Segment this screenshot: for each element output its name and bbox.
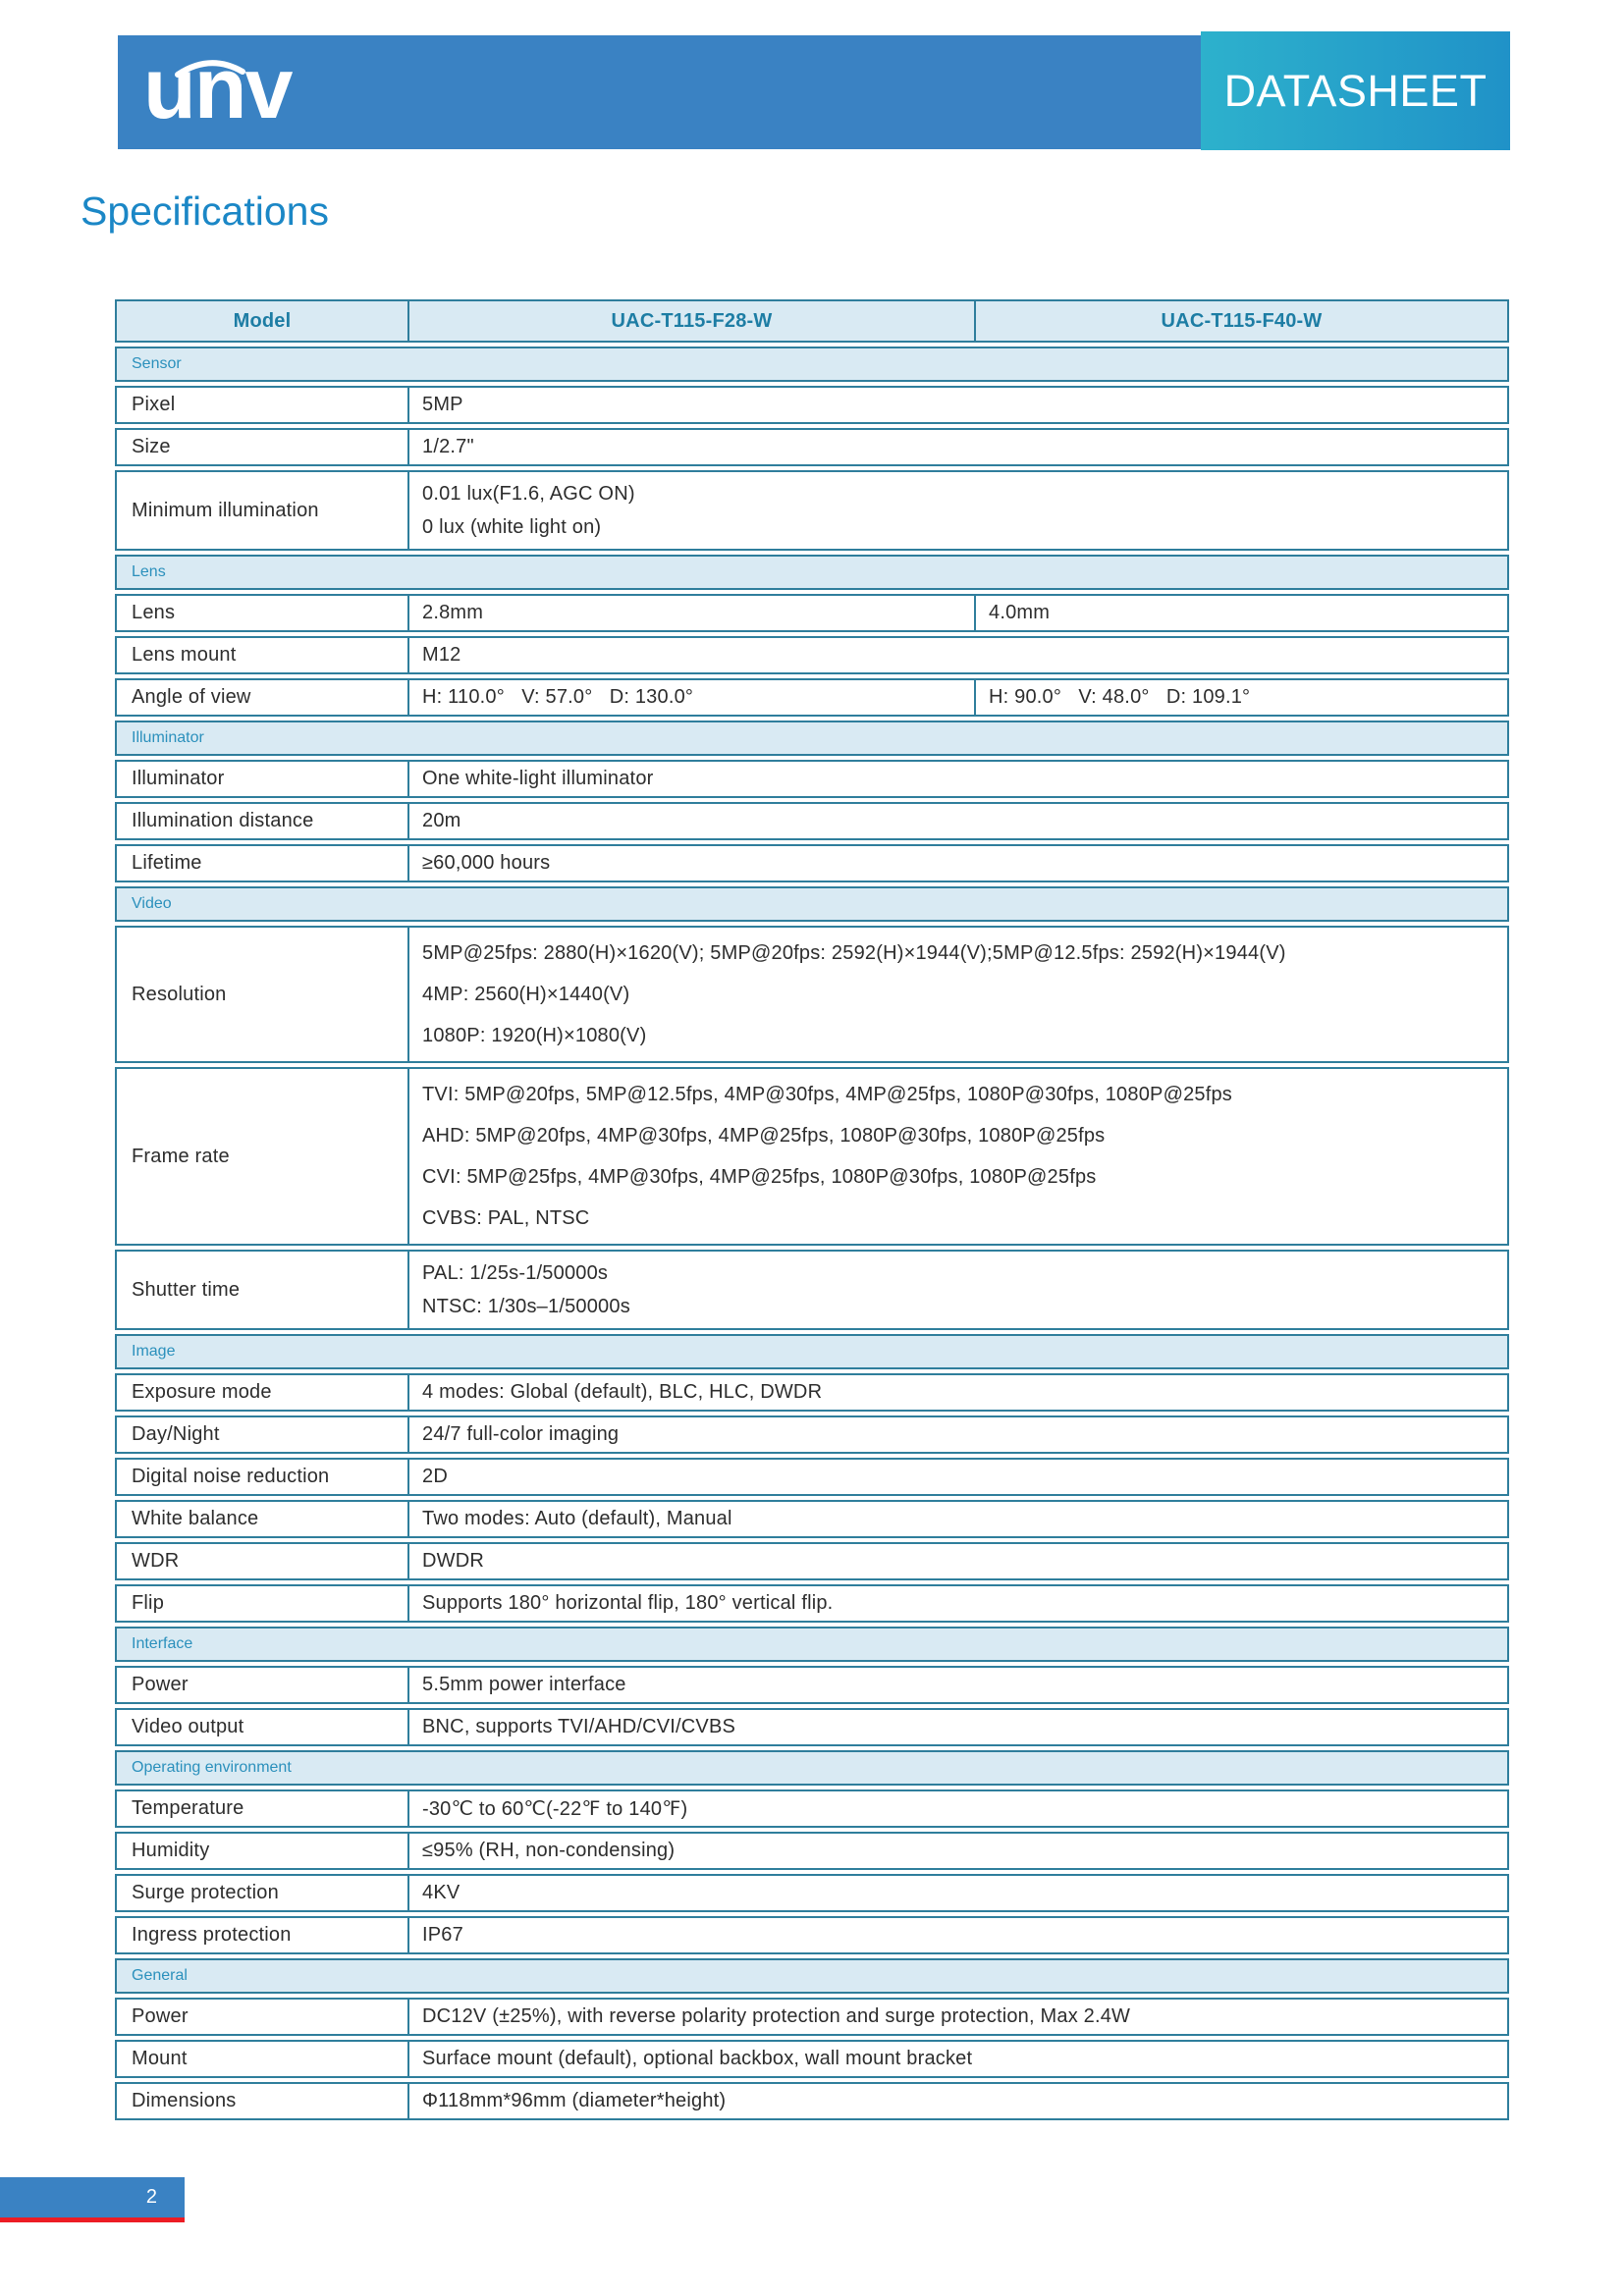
spec-label: Ingress protection	[132, 1924, 292, 1946]
specifications-table	[115, 299, 1509, 2124]
spec-value: 2D	[407, 1460, 1507, 1494]
spec-label: Frame rate	[132, 1145, 230, 1167]
table-row	[115, 470, 1509, 551]
section-row	[115, 721, 1509, 756]
section-row	[115, 1750, 1509, 1786]
unv-logo: unv	[143, 39, 292, 136]
section-label: Image	[132, 1343, 176, 1360]
page-number: 2	[145, 2186, 157, 2208]
spec-label: Size	[132, 436, 171, 457]
table-row	[115, 1874, 1509, 1912]
section-label: General	[132, 1967, 188, 1984]
spec-value: DWDR	[407, 1544, 1507, 1578]
spec-value: 5MP	[407, 388, 1507, 422]
spec-label: Day/Night	[132, 1423, 220, 1445]
spec-label: Pixel	[132, 394, 176, 415]
page-title: Specifications	[81, 188, 329, 234]
spec-value: Surface mount (default), optional backbox, wall mount bracket	[407, 2042, 1507, 2076]
table-row	[115, 2040, 1509, 2078]
table-row	[115, 594, 1509, 632]
spec-label: White balance	[132, 1508, 259, 1529]
spec-label: Lens mount	[132, 644, 237, 666]
spec-value: One white-light illuminator	[407, 762, 1507, 796]
table-row	[115, 636, 1509, 674]
spec-label: Digital noise reduction	[132, 1466, 330, 1487]
spec-value: IP67	[407, 1918, 1507, 1952]
column-header-model-1: UAC-T115-F28-W	[407, 301, 974, 341]
table-row	[115, 2082, 1509, 2120]
table-row	[115, 386, 1509, 424]
spec-value: Φ118mm*96mm (diameter*height)	[407, 2084, 1507, 2118]
section-row	[115, 1958, 1509, 1994]
spec-value-line: 0 lux (white light on)	[422, 516, 602, 538]
header-bar	[118, 35, 1201, 149]
spec-label: Flip	[132, 1592, 165, 1614]
spec-label: Humidity	[132, 1840, 210, 1861]
spec-value-line: PAL: 1/25s-1/50000s	[422, 1262, 609, 1284]
section-row	[115, 555, 1509, 590]
table-row	[115, 1916, 1509, 1954]
section-row	[115, 1627, 1509, 1662]
section-label: Operating environment	[132, 1759, 292, 1776]
table-row	[115, 1373, 1509, 1412]
spec-label: Video output	[132, 1716, 244, 1737]
spec-label: Lifetime	[132, 852, 202, 874]
spec-value: 5.5mm power interface	[407, 1668, 1507, 1702]
section-row	[115, 347, 1509, 382]
spec-value: -30℃ to 60℃(-22℉ to 140℉)	[407, 1791, 1507, 1826]
section-label: Interface	[132, 1635, 193, 1652]
section-row	[115, 886, 1509, 922]
table-body	[115, 347, 1509, 2120]
table-row	[115, 1067, 1509, 1246]
table-row	[115, 1666, 1509, 1704]
spec-value	[407, 472, 1507, 549]
spec-value: 4KV	[407, 1876, 1507, 1910]
spec-value-line: AHD: 5MP@20fps, 4MP@30fps, 4MP@25fps, 1080P@30fps, 1080P@25fps	[422, 1125, 1106, 1147]
table-row	[115, 1708, 1509, 1746]
spec-value: 24/7 full-color imaging	[407, 1417, 1507, 1452]
table-row	[115, 678, 1509, 717]
table-row	[115, 428, 1509, 466]
spec-label: Minimum illumination	[132, 499, 319, 521]
table-row	[115, 1998, 1509, 2036]
table-row	[115, 1789, 1509, 1828]
spec-value: ≥60,000 hours	[407, 846, 1507, 881]
spec-label: Shutter time	[132, 1278, 241, 1301]
section-row	[115, 1334, 1509, 1369]
spec-value-line: NTSC: 1/30s–1/50000s	[422, 1296, 630, 1317]
spec-value-right: 4.0mm	[974, 596, 1507, 630]
section-label: Illuminator	[132, 729, 204, 746]
table-row	[115, 1832, 1509, 1870]
spec-label: Power	[132, 2005, 189, 2027]
spec-value	[407, 928, 1507, 1061]
table-row	[115, 1500, 1509, 1538]
spec-value: Supports 180° horizontal flip, 180° vertical flip.	[407, 1586, 1507, 1621]
spec-label: Illumination distance	[132, 810, 314, 831]
spec-value-line: CVBS: PAL, NTSC	[422, 1207, 590, 1229]
spec-label: Power	[132, 1674, 189, 1695]
spec-value: DC12V (±25%), with reverse polarity protection and surge protection, Max 2.4W	[407, 2000, 1507, 2034]
spec-value-line: TVI: 5MP@20fps, 5MP@12.5fps, 4MP@30fps, 4MP@25fps, 1080P@30fps, 1080P@25fps	[422, 1084, 1232, 1105]
spec-value: ≤95% (RH, non-condensing)	[407, 1834, 1507, 1868]
table-row	[115, 1415, 1509, 1454]
unv-logo-arc-icon	[175, 51, 245, 79]
section-label: Video	[132, 895, 172, 912]
spec-value-line: 1080P: 1920(H)×1080(V)	[422, 1025, 647, 1046]
spec-value-line: 0.01 lux(F1.6, AGC ON)	[422, 483, 635, 505]
footer-red-strip	[0, 2217, 185, 2222]
spec-value: M12	[407, 638, 1507, 672]
spec-label: Temperature	[132, 1797, 244, 1819]
spec-value: 4 modes: Global (default), BLC, HLC, DWDR	[407, 1375, 1507, 1410]
table-header-row	[115, 299, 1509, 343]
spec-value-right: H: 90.0° V: 48.0° D: 109.1°	[974, 680, 1507, 715]
footer-page-bar	[0, 2177, 185, 2217]
datasheet-banner	[1201, 31, 1510, 150]
datasheet-banner-label: DATASHEET	[1223, 65, 1488, 116]
spec-label: Dimensions	[132, 2090, 237, 2111]
spec-label: Angle of view	[132, 686, 251, 708]
table-row	[115, 844, 1509, 882]
spec-value-line: 5MP@25fps: 2880(H)×1620(V); 5MP@20fps: 2592(H)×1944(V);5MP@12.5fps: 2592(H)×1944(V)	[422, 942, 1286, 964]
table-row	[115, 1584, 1509, 1623]
spec-value	[407, 1252, 1507, 1328]
spec-value: 20m	[407, 804, 1507, 838]
spec-label: Mount	[132, 2048, 188, 2069]
table-row	[115, 1458, 1509, 1496]
table-row	[115, 1542, 1509, 1580]
table-row	[115, 926, 1509, 1063]
spec-value-line: 4MP: 2560(H)×1440(V)	[422, 984, 630, 1005]
spec-value: Two modes: Auto (default), Manual	[407, 1502, 1507, 1536]
spec-value-left: 2.8mm	[407, 596, 974, 630]
spec-label: WDR	[132, 1550, 180, 1572]
spec-value: BNC, supports TVI/AHD/CVI/CVBS	[407, 1710, 1507, 1744]
spec-value-line: CVI: 5MP@25fps, 4MP@30fps, 4MP@25fps, 1080P@30fps, 1080P@25fps	[422, 1166, 1097, 1188]
table-row	[115, 802, 1509, 840]
section-label: Lens	[132, 563, 166, 580]
column-header-model: Model	[233, 309, 292, 332]
section-label: Sensor	[132, 355, 182, 372]
column-header-model-2: UAC-T115-F40-W	[974, 301, 1507, 341]
table-row	[115, 760, 1509, 798]
spec-label: Surge protection	[132, 1882, 279, 1903]
spec-value: 1/2.7"	[407, 430, 1507, 464]
spec-label: Illuminator	[132, 768, 225, 789]
spec-label: Lens	[132, 602, 176, 623]
spec-label: Exposure mode	[132, 1381, 272, 1403]
table-row	[115, 1250, 1509, 1330]
spec-label: Resolution	[132, 983, 227, 1005]
spec-value	[407, 1069, 1507, 1244]
spec-value-left: H: 110.0° V: 57.0° D: 130.0°	[407, 680, 974, 715]
